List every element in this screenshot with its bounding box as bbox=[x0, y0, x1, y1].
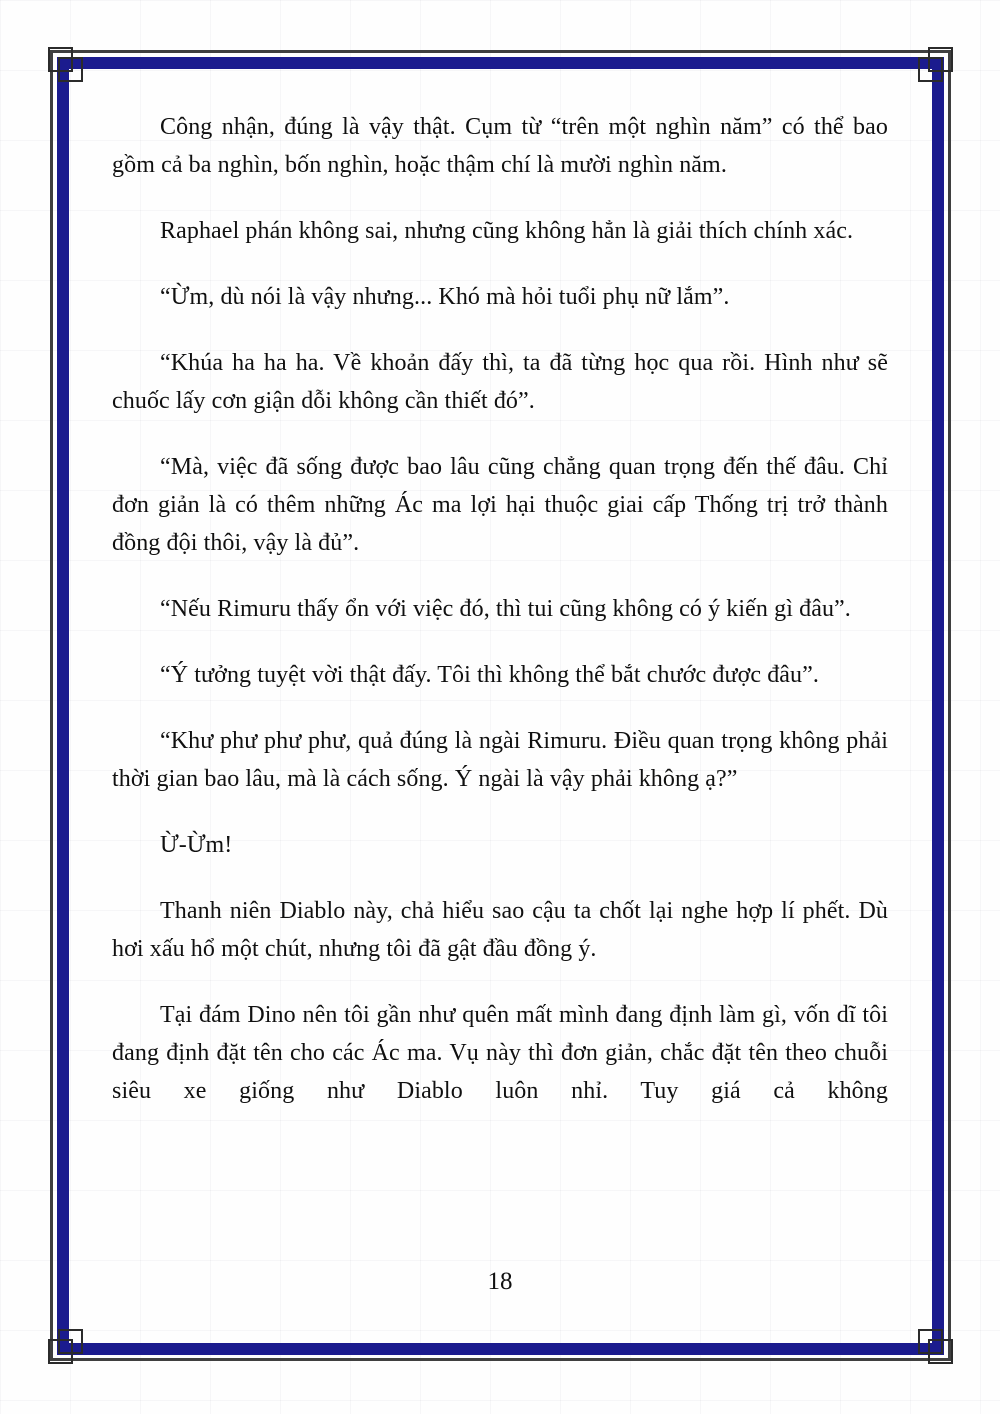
paragraph: Tại đám Dino nên tôi gần như quên mất mình đang định làm gì, vốn dĩ tôi đang định đặt tên cho các Ác ma. Vụ này thì đơn giản, chắc đặt tên theo chuỗi siêu xe giống như Diablo luôn nhỉ. Tuy giá cả không bbox=[112, 1002, 888, 1104]
corner-ornament-top-left-inner bbox=[58, 57, 83, 82]
page-text-block bbox=[112, 108, 888, 1110]
paragraph: Công nhận, đúng là vậy thật. Cụm từ “trên một nghìn năm” có thể bao gồm cả ba nghìn, bốn nghìn, hoặc thậm chí là mười nghìn năm. bbox=[112, 114, 888, 178]
paragraph: “Nếu Rimuru thấy ổn với việc đó, thì tui cũng không có ý kiến gì đâu”. bbox=[160, 596, 851, 622]
page-number: 18 bbox=[487, 1268, 513, 1295]
paragraph: Raphael phán không sai, nhưng cũng không hẳn là giải thích chính xác. bbox=[160, 218, 854, 244]
paragraph: “Mà, việc đã sống được bao lâu cũng chẳng quan trọng đến thế đâu. Chỉ đơn giản là có thêm những Ác ma lợi hại thuộc giai cấp Thống trị trở thành đồng đội thôi, vậy là đủ”. bbox=[112, 454, 888, 556]
paragraph: Thanh niên Diablo này, chả hiểu sao cậu ta chốt lại nghe hợp lí phết. Dù hơi xấu hổ một chút, nhưng tôi đã gật đầu đồng ý. bbox=[112, 898, 888, 962]
corner-ornament-top-right-inner bbox=[918, 57, 943, 82]
paragraph: “Ừm, dù nói là vậy nhưng... Khó mà hỏi tuổi phụ nữ lắm”. bbox=[160, 284, 730, 310]
corner-ornament-bottom-right-inner bbox=[918, 1329, 943, 1354]
corner-ornament-bottom-left-inner bbox=[58, 1329, 83, 1354]
paragraph: “Ý tưởng tuyệt vời thật đấy. Tôi thì không thể bắt chước được đâu”. bbox=[160, 662, 820, 688]
paragraph: “Khư phư phư phư, quả đúng là ngài Rimuru. Điều quan trọng không phải thời gian bao lâu, mà là cách sống. Ý ngài là vậy phải không ạ?” bbox=[112, 728, 888, 792]
paragraph: “Khúa ha ha ha. Về khoản đấy thì, ta đã từng học qua rồi. Hình như sẽ chuốc lấy cơn giận dỗi không cần thiết đó”. bbox=[112, 350, 888, 414]
paragraph: Ừ-Ừm! bbox=[160, 832, 233, 858]
